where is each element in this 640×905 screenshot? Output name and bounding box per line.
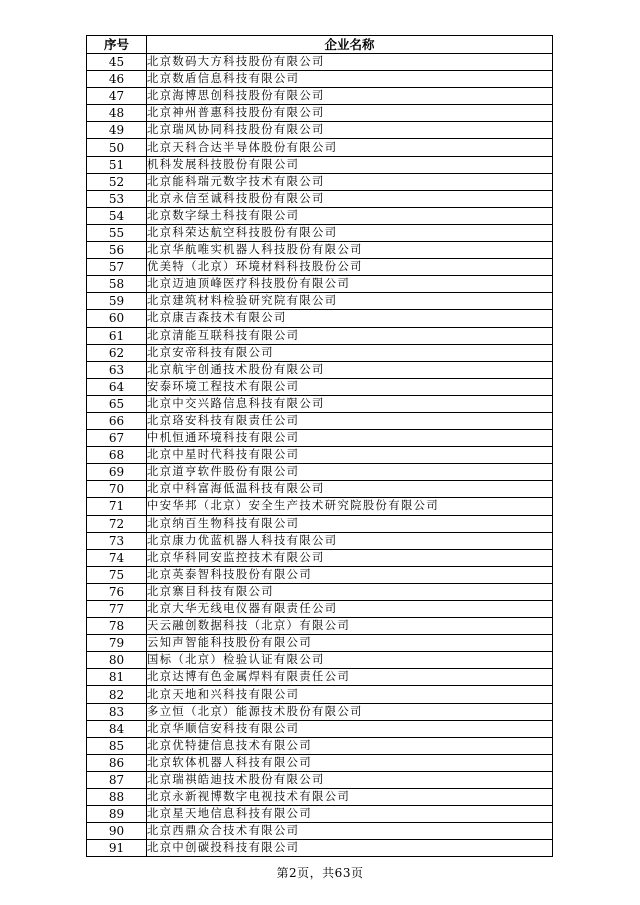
table-row [87,344,553,361]
serial-number-cell: 47 [87,88,147,105]
serial-number-cell: 76 [87,583,147,600]
table-row [87,173,553,190]
company-name-cell: 北京科荣达航空科技股份有限公司 [147,224,553,241]
serial-number-cell: 54 [87,207,147,224]
serial-number-cell: 79 [87,635,147,652]
company-name-cell: 北京珞安科技有限责任公司 [147,412,553,429]
company-name-cell: 北京数盾信息科技有限公司 [147,71,553,88]
company-name-cell: 北京数字绿土科技有限公司 [147,207,553,224]
table-row [87,122,553,139]
company-name-cell: 北京海博思创科技股份有限公司 [147,88,553,105]
table-row [87,54,553,71]
table-body [87,54,553,857]
company-name-cell: 北京大华无线电仪器有限责任公司 [147,601,553,618]
company-name-cell: 北京康吉森技术有限公司 [147,310,553,327]
serial-number-cell: 55 [87,224,147,241]
company-name-cell: 北京清能互联科技有限公司 [147,327,553,344]
serial-number-cell: 61 [87,327,147,344]
table-row [87,71,553,88]
serial-number-cell: 86 [87,754,147,771]
table-row [87,703,553,720]
table-row [87,669,553,686]
table-row [87,481,553,498]
header-serial-number: 序号 [87,36,147,54]
serial-number-cell: 58 [87,276,147,293]
company-name-cell: 北京星天地信息科技有限公司 [147,806,553,823]
table-row [87,190,553,207]
serial-number-cell: 84 [87,720,147,737]
table-row [87,430,553,447]
serial-number-cell: 48 [87,105,147,122]
serial-number-cell: 74 [87,549,147,566]
serial-number-cell: 87 [87,771,147,788]
serial-number-cell: 64 [87,378,147,395]
company-name-cell: 北京天科合达半导体股份有限公司 [147,139,553,156]
table-row [87,806,553,823]
serial-number-cell: 69 [87,464,147,481]
company-name-cell: 北京纳百生物科技有限公司 [147,515,553,532]
table-row [87,737,553,754]
serial-number-cell: 45 [87,54,147,71]
company-name-cell: 北京达博有色金属焊料有限责任公司 [147,669,553,686]
serial-number-cell: 81 [87,669,147,686]
company-name-cell: 北京瑞风协同科技股份有限公司 [147,122,553,139]
company-name-cell: 云知声智能科技股份有限公司 [147,635,553,652]
table-row [87,139,553,156]
serial-number-cell: 89 [87,806,147,823]
table-row [87,207,553,224]
company-name-cell: 北京神州普惠科技股份有限公司 [147,105,553,122]
table-row [87,395,553,412]
company-name-cell: 机科发展科技股份有限公司 [147,156,553,173]
serial-number-cell: 71 [87,498,147,515]
company-name-cell: 北京寨目科技有限公司 [147,583,553,600]
serial-number-cell: 75 [87,566,147,583]
company-name-cell: 北京中交兴路信息科技有限公司 [147,395,553,412]
serial-number-cell: 65 [87,395,147,412]
serial-number-cell: 78 [87,618,147,635]
serial-number-cell: 57 [87,259,147,276]
table-row [87,515,553,532]
serial-number-cell: 88 [87,789,147,806]
serial-number-cell: 80 [87,652,147,669]
table-row [87,532,553,549]
table-row [87,327,553,344]
table-row [87,464,553,481]
serial-number-cell: 49 [87,122,147,139]
company-name-cell: 北京中星时代科技有限公司 [147,447,553,464]
company-name-cell: 北京道亨软件股份有限公司 [147,464,553,481]
company-name-cell: 北京英泰智科技股份有限公司 [147,566,553,583]
table-row [87,618,553,635]
company-name-cell: 北京华航唯实机器人科技股份有限公司 [147,242,553,259]
serial-number-cell: 82 [87,686,147,703]
company-name-cell: 优美特（北京）环境材料科技股份公司 [147,259,553,276]
table-row [87,447,553,464]
table-row [87,310,553,327]
serial-number-cell: 70 [87,481,147,498]
table-row [87,823,553,840]
table-row [87,293,553,310]
serial-number-cell: 72 [87,515,147,532]
table-row [87,259,553,276]
company-name-cell: 北京能科瑞元数字技术有限公司 [147,173,553,190]
serial-number-cell: 46 [87,71,147,88]
serial-number-cell: 51 [87,156,147,173]
table-row [87,549,553,566]
table-row [87,242,553,259]
table-row [87,720,553,737]
table-row [87,840,553,857]
company-name-cell: 北京安帝科技有限公司 [147,344,553,361]
header-company-name: 企业名称 [147,36,553,54]
serial-number-cell: 68 [87,447,147,464]
table-row [87,566,553,583]
serial-number-cell: 56 [87,242,147,259]
table-row [87,601,553,618]
serial-number-cell: 91 [87,840,147,857]
table-row [87,224,553,241]
table-header-row [87,36,553,54]
serial-number-cell: 83 [87,703,147,720]
company-name-cell: 天云融创数据科技（北京）有限公司 [147,618,553,635]
company-name-cell: 北京建筑材料检验研究院有限公司 [147,293,553,310]
serial-number-cell: 53 [87,190,147,207]
serial-number-cell: 73 [87,532,147,549]
serial-number-cell: 50 [87,139,147,156]
serial-number-cell: 67 [87,430,147,447]
table-row [87,789,553,806]
company-name-cell: 国标（北京）检验认证有限公司 [147,652,553,669]
table-row [87,412,553,429]
table-row [87,754,553,771]
page-footer: 第2页，共63页 [276,866,364,880]
serial-number-cell: 85 [87,737,147,754]
table-row [87,156,553,173]
company-name-cell: 北京华顺信安科技有限公司 [147,720,553,737]
company-name-cell: 北京软体机器人科技有限公司 [147,754,553,771]
table-row [87,652,553,669]
company-name-cell: 北京康力优蓝机器人科技有限公司 [147,532,553,549]
table-row [87,771,553,788]
serial-number-cell: 66 [87,412,147,429]
table-row [87,686,553,703]
company-name-cell: 北京永信至诚科技股份有限公司 [147,190,553,207]
table-row [87,378,553,395]
company-name-cell: 北京西鼎众合技术有限公司 [147,823,553,840]
company-name-cell: 中机恒通环境科技有限公司 [147,430,553,447]
table-row [87,361,553,378]
company-name-cell: 北京瑞祺皓迪技术股份有限公司 [147,771,553,788]
company-name-cell: 多立恒（北京）能源技术股份有限公司 [147,703,553,720]
table-row [87,635,553,652]
table-row [87,583,553,600]
company-name-cell: 北京中科富海低温科技有限公司 [147,481,553,498]
company-name-cell: 北京华科同安监控技术有限公司 [147,549,553,566]
company-table [86,35,553,857]
serial-number-cell: 90 [87,823,147,840]
company-name-cell: 北京天地和兴科技有限公司 [147,686,553,703]
table-row [87,88,553,105]
company-name-cell: 北京数码大方科技股份有限公司 [147,54,553,71]
table-row [87,498,553,515]
serial-number-cell: 62 [87,344,147,361]
serial-number-cell: 77 [87,601,147,618]
table-row [87,105,553,122]
company-name-cell: 北京优特捷信息技术有限公司 [147,737,553,754]
company-name-cell: 北京迈迪顶峰医疗科技股份有限公司 [147,276,553,293]
company-name-cell: 中安华邦（北京）安全生产技术研究院股份有限公司 [147,498,553,515]
table-row [87,276,553,293]
serial-number-cell: 59 [87,293,147,310]
serial-number-cell: 52 [87,173,147,190]
company-name-cell: 北京永新视博数字电视技术有限公司 [147,789,553,806]
serial-number-cell: 60 [87,310,147,327]
company-name-cell: 安泰环境工程技术有限公司 [147,378,553,395]
company-name-cell: 北京航宇创通技术股份有限公司 [147,361,553,378]
company-name-cell: 北京中创碳投科技有限公司 [147,840,553,857]
serial-number-cell: 63 [87,361,147,378]
